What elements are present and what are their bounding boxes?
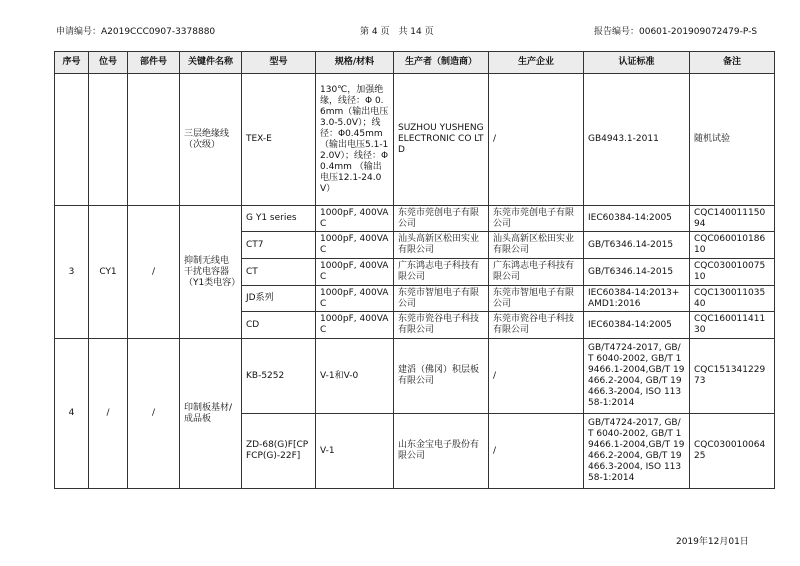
cell-spec: 1000pF, 400VAC [316, 312, 394, 339]
cell-position: CY1 [89, 206, 128, 339]
col-header-component-name: 关键件名称 [180, 52, 242, 74]
col-header-position: 位号 [89, 52, 128, 74]
cell-standard: IEC60384-14:2005 [584, 206, 690, 232]
cell-spec: V-1 [316, 414, 394, 489]
cell-part-no [128, 74, 180, 206]
cell-spec: 1000pF, 400VAC [316, 206, 394, 232]
cell-remarks: CQC15134122973 [690, 339, 775, 414]
report-number: 报告编号：00601-2019090724​79-P-S [594, 27, 758, 37]
col-header-seq: 序号 [55, 52, 89, 74]
cell-position [89, 74, 128, 206]
table-row [55, 339, 775, 414]
cell-spec: 1000pF, 400VAC [316, 286, 394, 312]
cell-spec: V-1和V-0 [316, 339, 394, 414]
cell-model: CT [242, 259, 316, 286]
cell-manufacturer: SUZHOU YUSHENG ELECTRONIC CO LTD [394, 74, 489, 206]
col-header-spec: 规格/材料 [316, 52, 394, 74]
col-header-part-no: 部件号 [128, 52, 180, 74]
cell-model: G Y1 series [242, 206, 316, 232]
col-header-model: 型号 [242, 52, 316, 74]
col-header-factory: 生产企业 [489, 52, 584, 74]
cell-manufacturer: 汕头高新区松田实业有限公司 [394, 232, 489, 259]
cell-remarks: CQC03001006425 [690, 414, 775, 489]
cell-remarks: CQC13001103540 [690, 286, 775, 312]
cell-standard: IEC60384-14:2013+AMD1:2016 [584, 286, 690, 312]
cell-seq: 3 [55, 206, 89, 339]
key-components-table [54, 51, 775, 489]
cell-model: KB-5252 [242, 339, 316, 414]
cell-factory: 汕头高新区松田实业有限公司 [489, 232, 584, 259]
col-header-remarks: 备注 [690, 52, 775, 74]
cell-model: TEX-E [242, 74, 316, 206]
cell-standard: GB/T4724-2017, GB/T 6040-2002, GB/T 19466.1-2004,GB/T 19466.2-2004, GB/T 19466.3-2004, ISO 11358-1:2014 [584, 414, 690, 489]
cell-factory: / [489, 414, 584, 489]
cell-part-no: / [128, 339, 180, 489]
cell-manufacturer: 山东金宝电子股份有限公司 [394, 414, 489, 489]
cell-factory: / [489, 74, 584, 206]
cell-model: CD [242, 312, 316, 339]
cell-factory: / [489, 339, 584, 414]
cell-spec: 1000pF, 400VAC [316, 232, 394, 259]
report-date: 2019年12月01日 [676, 537, 749, 547]
cell-standard: IEC60384-14:2005 [584, 312, 690, 339]
cell-manufacturer: 广东鸿志电子科技有限公司 [394, 259, 489, 286]
cell-factory: 东莞市瓷谷电子科技有限公司 [489, 312, 584, 339]
cell-remarks: CQC03001007510 [690, 259, 775, 286]
cell-remarks: CQC14001115094 [690, 206, 775, 232]
cell-remarks: 随机试验 [690, 74, 775, 206]
cell-model: JD系列 [242, 286, 316, 312]
cell-seq [55, 74, 89, 206]
cell-model: CT7 [242, 232, 316, 259]
cell-component-name: 抑制无线电干扰电容器（Y1类电容） [180, 206, 242, 339]
cell-manufacturer: 建滔（佛冈）积层板有限公司 [394, 339, 489, 414]
cell-remarks: CQC06001018610 [690, 232, 775, 259]
cell-standard: GB/T6346.14-2015 [584, 259, 690, 286]
table-row [55, 206, 775, 232]
table-header-row [55, 52, 775, 74]
col-header-manufacturer: 生产者（制造商） [394, 52, 489, 74]
cell-position: / [89, 339, 128, 489]
cell-seq: 4 [55, 339, 89, 489]
cell-model: ZD-68(G)F[CPFCP(G)-22F] [242, 414, 316, 489]
cell-standard: GB/T4724-2017, GB/T 6040-2002, GB/T 19466.1-2004,GB/T 19466.2-2004, GB/T 19466.3-2004, ISO 11358-1:2014 [584, 339, 690, 414]
cell-component-name: 三层绝缘线（次级） [180, 74, 242, 206]
cell-factory: 东莞市莞创电子有限公司 [489, 206, 584, 232]
cell-part-no: / [128, 206, 180, 339]
cell-remarks: CQC16001141130 [690, 312, 775, 339]
application-number: 申请编号：A2019CCC0907-3378880 [56, 27, 216, 37]
cell-spec: 1000pF, 400VAC [316, 259, 394, 286]
cell-standard: GB4943.1-2011 [584, 74, 690, 206]
cell-spec: 130℃，加强绝缘，线径：Φ 0.6mm（输出电压3.0-5.0V）；线径：Φ0.45mm （输出电压5.1-12.0V）；线径：Φ0.4mm （输出电压12.1-24.0V） [316, 74, 394, 206]
page-number: 第 4 页 共 14 页 [360, 27, 434, 37]
cell-factory: 东莞市智旭电子有限公司 [489, 286, 584, 312]
cell-manufacturer: 东莞市莞创电子有限公司 [394, 206, 489, 232]
cell-standard: GB/T6346.14-2015 [584, 232, 690, 259]
table-row [55, 74, 775, 206]
cell-manufacturer: 东莞市智旭电子有限公司 [394, 286, 489, 312]
col-header-standard: 认证标准 [584, 52, 690, 74]
cell-manufacturer: 东莞市瓷谷电子科技有限公司 [394, 312, 489, 339]
cell-component-name: 印制板基材/成品板 [180, 339, 242, 489]
cell-factory: 广东鸿志电子科技有限公司 [489, 259, 584, 286]
